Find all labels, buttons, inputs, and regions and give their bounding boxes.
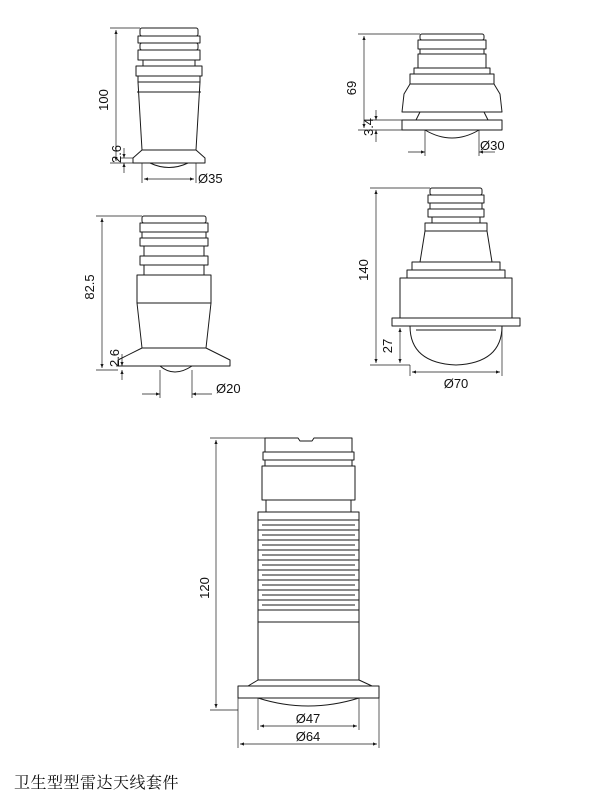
dim-a-diameter: Ø35 (198, 171, 223, 186)
antenna-part-b (344, 34, 505, 156)
caption: 卫生型型雷达天线套件 (14, 773, 180, 792)
dim-c-flange: 2.6 (107, 348, 122, 368)
antenna-part-c (82, 216, 241, 398)
dim-a-height: 100 (96, 89, 111, 111)
dim-d-height: 140 (356, 259, 371, 281)
dim-d-lens: 27 (380, 338, 395, 354)
dim-e-outer-diameter: Ø64 (295, 729, 321, 744)
dim-b-diameter: Ø30 (480, 138, 505, 153)
dim-b-height: 69 (344, 80, 359, 96)
dim-c-height: 82.5 (82, 274, 97, 300)
dim-c-diameter: Ø20 (216, 381, 241, 396)
dim-e-inner-diameter: Ø47 (295, 711, 321, 726)
dim-b-flange: 3.4 (361, 117, 376, 137)
dim-d-diameter: Ø70 (443, 376, 469, 391)
dim-e-height: 120 (197, 577, 212, 599)
antenna-part-d (356, 188, 520, 391)
dim-a-flange: 2.6 (109, 144, 124, 164)
antenna-part-e (197, 438, 379, 748)
antenna-part-a (96, 28, 223, 186)
